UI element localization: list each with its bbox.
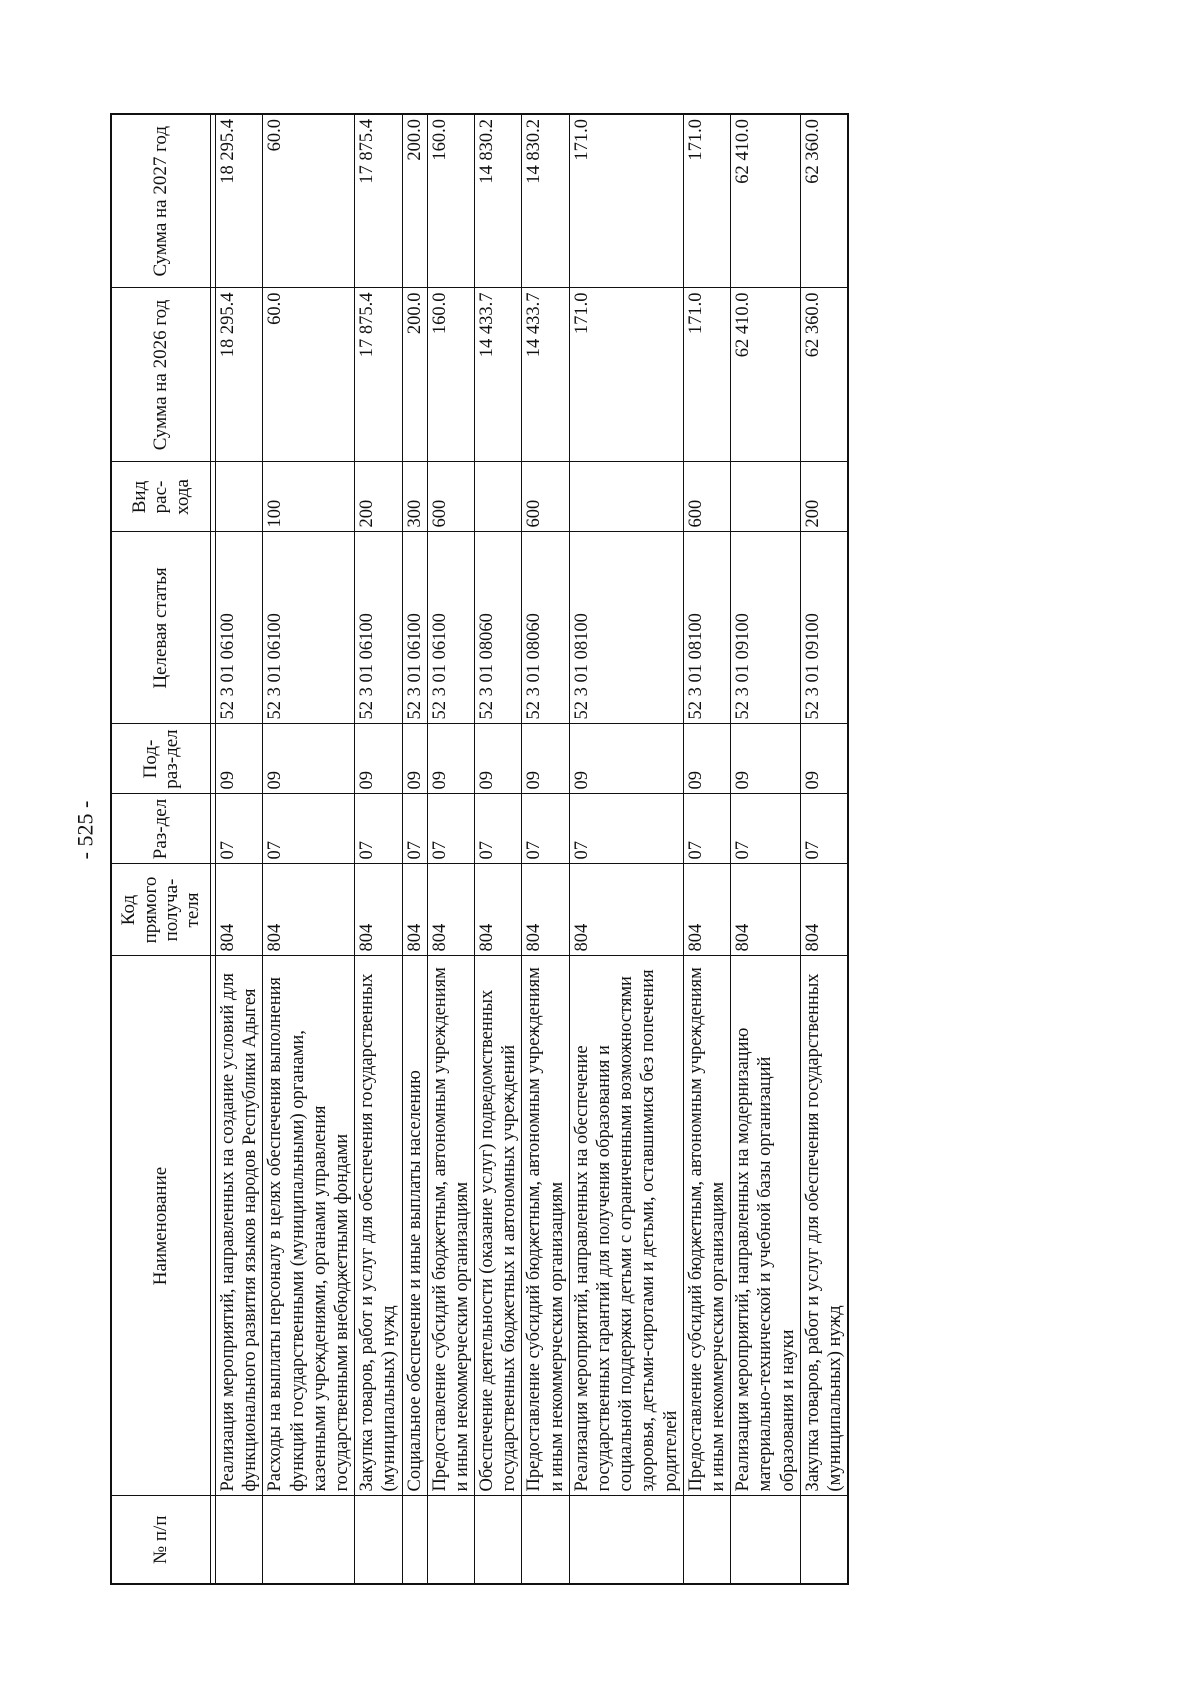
cell-sum-2026: 14 433.7 bbox=[475, 288, 522, 462]
cell-section: 07 bbox=[475, 794, 522, 864]
cell-name: Предоставление субсидий бюджетным, автономным учреждениям и иным некоммерческим организациям bbox=[522, 956, 569, 1496]
cell-sum-2026: 62 410.0 bbox=[731, 288, 801, 462]
cell-sum-2026: 14 433.7 bbox=[522, 288, 569, 462]
cell-sum-2026: 171.0 bbox=[569, 288, 683, 462]
cell-recipient-code: 804 bbox=[683, 864, 730, 956]
cell-sum-2026: 200.0 bbox=[402, 288, 427, 462]
cell-target-article: 52 3 01 06100 bbox=[355, 532, 402, 724]
cell-recipient-code: 804 bbox=[475, 864, 522, 956]
table-row bbox=[522, 114, 569, 1584]
cell-target-article: 52 3 01 09100 bbox=[731, 532, 801, 724]
cell-expense-type bbox=[569, 462, 683, 532]
page-number-text: - 525 - bbox=[72, 800, 97, 860]
cell-name: Предоставление субсидий бюджетным, автономным учреждениям и иным некоммерческим организациям bbox=[427, 956, 474, 1496]
cell-section: 07 bbox=[216, 794, 263, 864]
header-expense-type: Вид рас-хода bbox=[111, 462, 211, 532]
cell-section: 07 bbox=[569, 794, 683, 864]
cell-name: Реализация мероприятий, направленных на модернизацию материально-технической и учебной базы организаций образования и науки bbox=[731, 956, 801, 1496]
header-subsection: Под-раз-дел bbox=[111, 724, 211, 794]
cell-expense-type: 600 bbox=[427, 462, 474, 532]
cell-section: 07 bbox=[402, 794, 427, 864]
cell-target-article: 52 3 01 06100 bbox=[402, 532, 427, 724]
cell-sum-2027: 171.0 bbox=[683, 114, 730, 288]
cell-expense-type: 300 bbox=[402, 462, 427, 532]
cell-recipient-code: 804 bbox=[263, 864, 355, 956]
cell-sum-2026: 18 295.4 bbox=[216, 288, 263, 462]
cell-sum-2026: 17 875.4 bbox=[355, 288, 402, 462]
cell-subsection: 09 bbox=[427, 724, 474, 794]
cell-sum-2026: 171.0 bbox=[683, 288, 730, 462]
cell-number bbox=[216, 1496, 263, 1584]
cell-target-article: 52 3 01 06100 bbox=[216, 532, 263, 724]
table-row bbox=[569, 114, 683, 1584]
cell-number bbox=[263, 1496, 355, 1584]
cell-sum-2026: 160.0 bbox=[427, 288, 474, 462]
table-row bbox=[731, 114, 801, 1584]
header-section: Раз-дел bbox=[111, 794, 211, 864]
cell-expense-type: 600 bbox=[683, 462, 730, 532]
cell-sum-2026: 60.0 bbox=[263, 288, 355, 462]
cell-name: Реализация мероприятий, направленных на создание условий для функционального развития языков народов Республики Адыгея bbox=[216, 956, 263, 1496]
cell-target-article: 52 3 01 08060 bbox=[475, 532, 522, 724]
cell-target-article: 52 3 01 06100 bbox=[263, 532, 355, 724]
table-row bbox=[216, 114, 263, 1584]
cell-expense-type bbox=[475, 462, 522, 532]
cell-section: 07 bbox=[800, 794, 848, 864]
cell-sum-2027: 62 360.0 bbox=[800, 114, 848, 288]
cell-subsection: 09 bbox=[731, 724, 801, 794]
cell-name: Обеспечение деятельности (оказание услуг) подведомственных государственных бюджетных и автономных учреждений bbox=[475, 956, 522, 1496]
cell-target-article: 52 3 01 08100 bbox=[569, 532, 683, 724]
cell-name: Расходы на выплаты персоналу в целях обеспечения выполнения функций государственными (муниципальными) органами, казенными учреждениями, органами управления государственными внебюджетными фондами bbox=[263, 956, 355, 1496]
cell-section: 07 bbox=[683, 794, 730, 864]
cell-number bbox=[522, 1496, 569, 1584]
table-header-row bbox=[111, 114, 211, 1584]
cell-number bbox=[569, 1496, 683, 1584]
cell-target-article: 52 3 01 09100 bbox=[800, 532, 848, 724]
cell-number bbox=[475, 1496, 522, 1584]
cell-name: Закупка товаров, работ и услуг для обеспечения государственных (муниципальных) нужд bbox=[800, 956, 848, 1496]
cell-section: 07 bbox=[522, 794, 569, 864]
cell-subsection: 09 bbox=[683, 724, 730, 794]
cell-recipient-code: 804 bbox=[216, 864, 263, 956]
budget-table bbox=[110, 113, 849, 1585]
cell-recipient-code: 804 bbox=[522, 864, 569, 956]
cell-subsection: 09 bbox=[475, 724, 522, 794]
table-row bbox=[475, 114, 522, 1584]
cell-sum-2027: 160.0 bbox=[427, 114, 474, 288]
cell-number bbox=[402, 1496, 427, 1584]
table-row bbox=[683, 114, 730, 1584]
table-row bbox=[263, 114, 355, 1584]
cell-expense-type bbox=[216, 462, 263, 532]
cell-number bbox=[683, 1496, 730, 1584]
cell-subsection: 09 bbox=[402, 724, 427, 794]
cell-expense-type: 200 bbox=[355, 462, 402, 532]
cell-subsection: 09 bbox=[216, 724, 263, 794]
cell-name: Закупка товаров, работ и услуг для обеспечения государственных (муниципальных) нужд bbox=[355, 956, 402, 1496]
cell-subsection: 09 bbox=[800, 724, 848, 794]
cell-sum-2026: 62 360.0 bbox=[800, 288, 848, 462]
header-sum-2026: Сумма на 2026 год bbox=[111, 288, 211, 462]
page-number bbox=[65, 790, 105, 870]
cell-sum-2027: 171.0 bbox=[569, 114, 683, 288]
cell-name: Предоставление субсидий бюджетным, автономным учреждениям и иным некоммерческим организациям bbox=[683, 956, 730, 1496]
cell-number bbox=[427, 1496, 474, 1584]
table-row bbox=[355, 114, 402, 1584]
cell-sum-2027: 18 295.4 bbox=[216, 114, 263, 288]
cell-expense-type: 600 bbox=[522, 462, 569, 532]
cell-recipient-code: 804 bbox=[355, 864, 402, 956]
cell-recipient-code: 804 bbox=[731, 864, 801, 956]
cell-sum-2027: 17 875.4 bbox=[355, 114, 402, 288]
cell-subsection: 09 bbox=[263, 724, 355, 794]
cell-section: 07 bbox=[427, 794, 474, 864]
cell-sum-2027: 14 830.2 bbox=[522, 114, 569, 288]
cell-number bbox=[355, 1496, 402, 1584]
cell-expense-type: 200 bbox=[800, 462, 848, 532]
cell-sum-2027: 62 410.0 bbox=[731, 114, 801, 288]
cell-name: Социальное обеспечение и иные выплаты населению bbox=[402, 956, 427, 1496]
cell-subsection: 09 bbox=[569, 724, 683, 794]
cell-target-article: 52 3 01 06100 bbox=[427, 532, 474, 724]
table-body bbox=[211, 114, 849, 1584]
header-recipient-code: Код прямого получа-теля bbox=[111, 864, 211, 956]
header-target-article: Целевая статья bbox=[111, 532, 211, 724]
cell-recipient-code: 804 bbox=[427, 864, 474, 956]
cell-subsection: 09 bbox=[355, 724, 402, 794]
cell-target-article: 52 3 01 08100 bbox=[683, 532, 730, 724]
cell-number bbox=[731, 1496, 801, 1584]
cell-recipient-code: 804 bbox=[800, 864, 848, 956]
cell-target-article: 52 3 01 08060 bbox=[522, 532, 569, 724]
cell-section: 07 bbox=[263, 794, 355, 864]
header-name: Наименование bbox=[111, 956, 211, 1496]
cell-subsection: 09 bbox=[522, 724, 569, 794]
cell-number bbox=[800, 1496, 848, 1584]
cell-sum-2027: 60.0 bbox=[263, 114, 355, 288]
cell-recipient-code: 804 bbox=[402, 864, 427, 956]
cell-expense-type: 100 bbox=[263, 462, 355, 532]
cell-section: 07 bbox=[355, 794, 402, 864]
cell-name: Реализация мероприятий, направленных на обеспечение государственных гарантий для получения образования и социальной поддержки детьми с ограниченными возможностями здоровья, детьми-сиротами и детьми, оставшимися без попечения родителей bbox=[569, 956, 683, 1496]
table-row bbox=[800, 114, 848, 1584]
header-number: № п/п bbox=[111, 1496, 211, 1584]
table-row bbox=[402, 114, 427, 1584]
cell-sum-2027: 200.0 bbox=[402, 114, 427, 288]
cell-sum-2027: 14 830.2 bbox=[475, 114, 522, 288]
cell-expense-type bbox=[731, 462, 801, 532]
header-sum-2027: Сумма на 2027 год bbox=[111, 114, 211, 288]
cell-recipient-code: 804 bbox=[569, 864, 683, 956]
rotated-table-wrapper bbox=[110, 115, 849, 1585]
cell-section: 07 bbox=[731, 794, 801, 864]
table-row bbox=[427, 114, 474, 1584]
